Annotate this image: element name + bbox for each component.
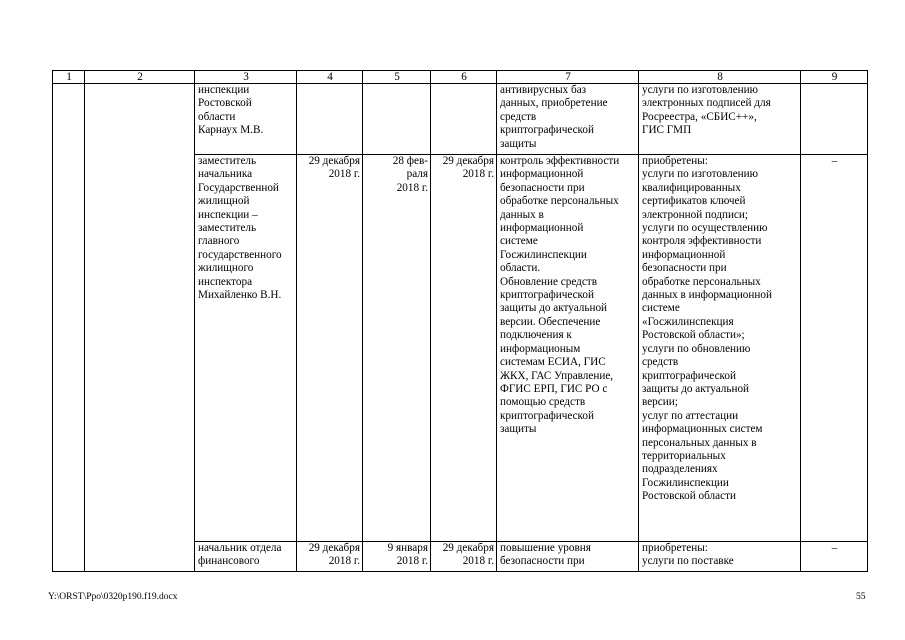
- file-path: Y:\ORST\Ppo\0320p190.f19.docx: [48, 592, 178, 602]
- cell-responsible: инспекции Ростовской области Карнаух М.В.: [195, 84, 297, 155]
- cell-date-end: 29 декабря 2018 г.: [431, 542, 497, 572]
- column-number-3: 3: [195, 71, 297, 84]
- cell-note: –: [801, 155, 868, 542]
- column-number-4: 4: [297, 71, 363, 84]
- document-table: [52, 70, 868, 572]
- column-number-6: 6: [431, 71, 497, 84]
- column-number-8: 8: [639, 71, 801, 84]
- column-number-5: 5: [363, 71, 431, 84]
- table-row: [53, 84, 868, 155]
- column-number-9: 9: [801, 71, 868, 84]
- cell-number: [53, 84, 85, 572]
- cell-date-planned: 29 декабря 2018 г.: [297, 155, 363, 542]
- column-number-1: 1: [53, 71, 85, 84]
- cell-date-planned: 29 декабря 2018 г.: [297, 542, 363, 572]
- cell-note: [801, 84, 868, 155]
- cell-date-start: [363, 84, 431, 155]
- cell-result: приобретены: услуги по изготовлению квалифицированных сертификатов ключей электронной подписи; услуги по осуществлению контроля эффективности информационной безопасности при обработке персональных данных в информационной системе «Госжилинспекция Ростовской области»; услуги по обновлению средств криптографической защиты до актуальной версии; услуг по аттестации информационных систем персональных данных в территориальных подразделениях Госжилинспекции Ростовской области: [639, 155, 801, 542]
- cell-date-end: [431, 84, 497, 155]
- cell-goal: повышение уровня безопасности при: [497, 542, 639, 572]
- table-header-row: [53, 71, 868, 84]
- column-number-7: 7: [497, 71, 639, 84]
- cell-goal: контроль эффективности информационной безопасности при обработке персональных данных в информационной системе Госжилинспекции области. Обновление средств криптографической защиты до актуальной версии. Обеспечение подключения к информационым системам ЕСИА, ГИС ЖКХ, ГАС Управление, ФГИС ЕРП, ГИС РО с помощью средств криптографической защиты: [497, 155, 639, 542]
- cell-date-planned: [297, 84, 363, 155]
- page-number: 55: [856, 592, 866, 602]
- cell-responsible: заместитель начальника Государственной жилищной инспекции – заместитель главного государственного жилищного инспектора Михайленко В.Н.: [195, 155, 297, 542]
- cell-organization: [85, 84, 195, 572]
- cell-note: –: [801, 542, 868, 572]
- cell-responsible: начальник отдела финансового: [195, 542, 297, 572]
- cell-goal: антивирусных баз данных, приобретение средств криптографической защиты: [497, 84, 639, 155]
- column-number-2: 2: [85, 71, 195, 84]
- cell-result: приобретены: услуги по поставке: [639, 542, 801, 572]
- cell-result: услуги по изготовлению электронных подписей для Росреестра, «СБИС++», ГИС ГМП: [639, 84, 801, 155]
- cell-date-end: 29 декабря 2018 г.: [431, 155, 497, 542]
- cell-date-start: 28 фев- раля 2018 г.: [363, 155, 431, 542]
- cell-date-start: 9 января 2018 г.: [363, 542, 431, 572]
